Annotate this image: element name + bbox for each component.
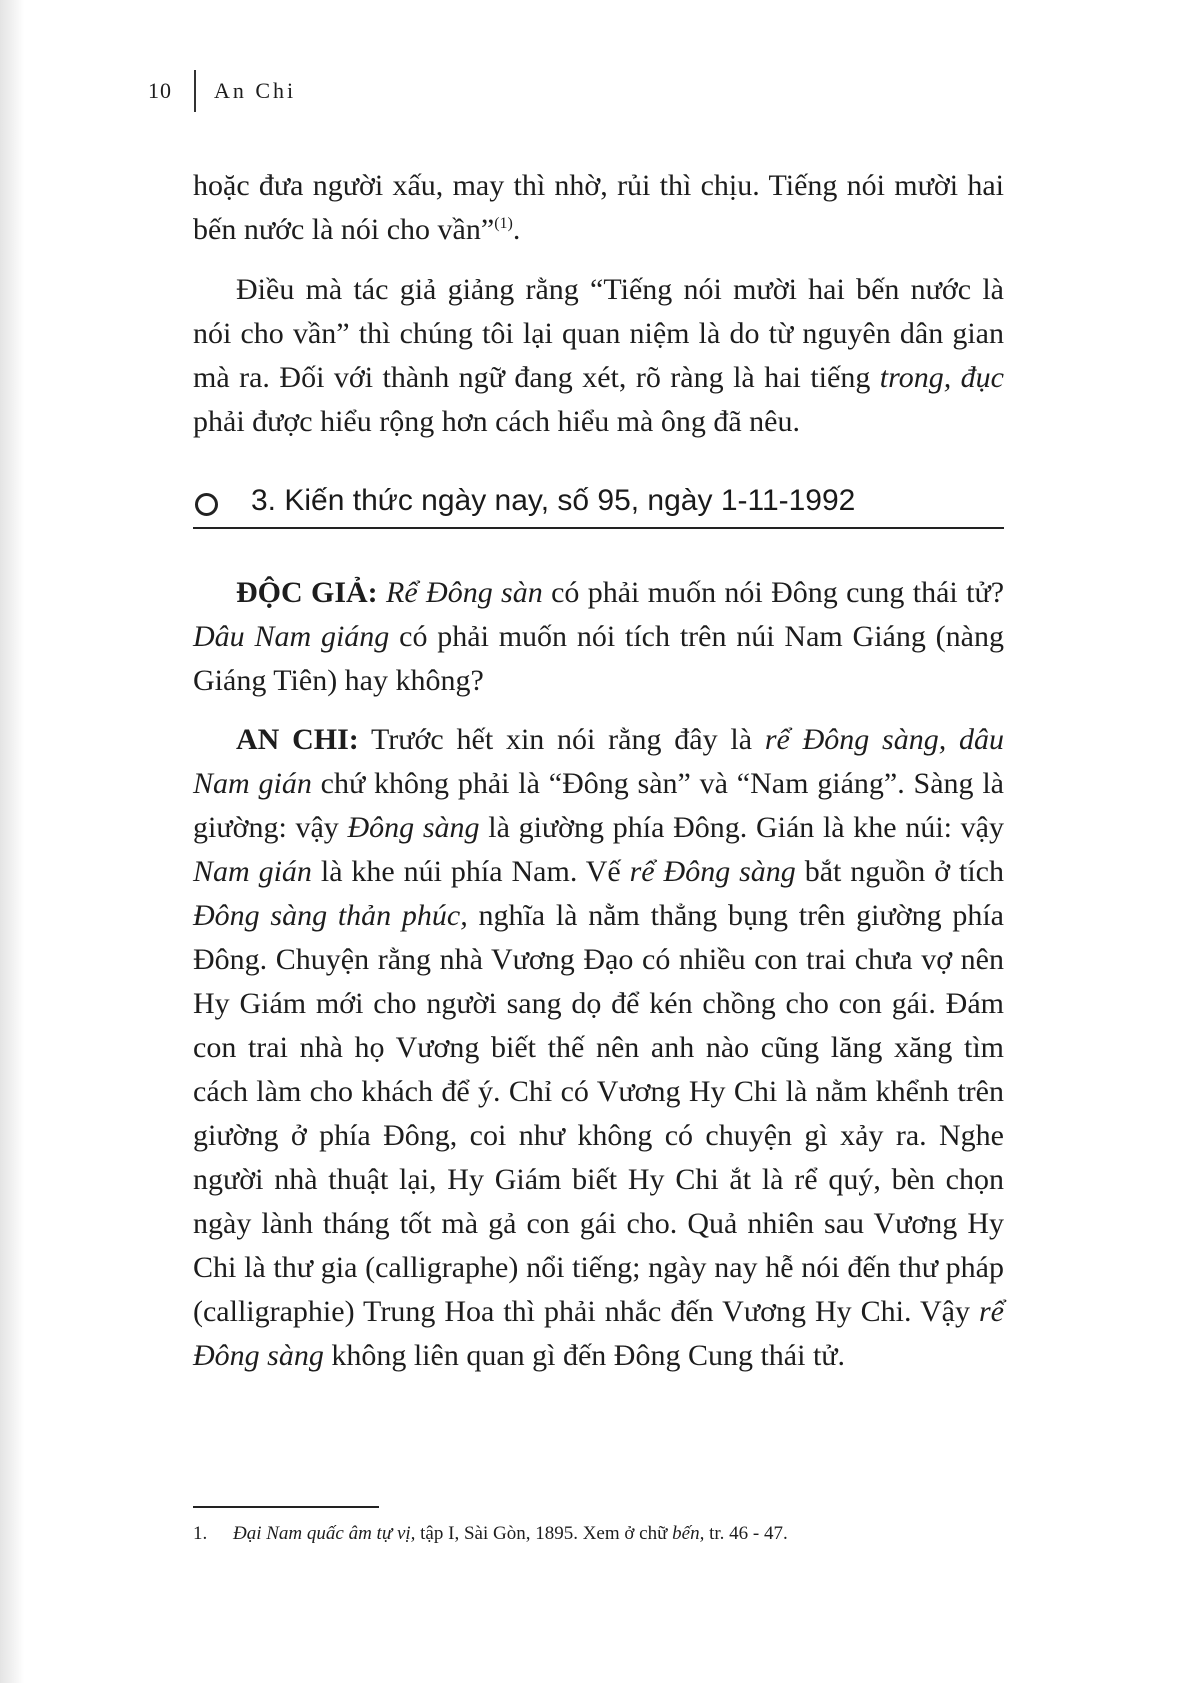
italic-term: rể Đông sàng [629,855,796,888]
italic-term: Rể Đông sàn [386,576,543,609]
speaker-label: ĐỘC GIẢ: [236,576,378,609]
paragraph-commentary [193,268,1004,444]
paragraph-text: có phải muốn nói Đông cung thái tử? [542,576,1005,609]
paragraph-text: nghĩa là nằm thẳng bụng trên giường phía Đông. Chuyện rằng nhà Vương Đạo có nhiều con trai chưa vợ nên Hy Giám mới cho người sang dọ để kén chồng cho con gái. Đám con trai nhà họ Vương biết thế nên anh nào cũng lăng xăng tìm cách làm cho khách để ý. Chỉ có Vương Hy Chi là nằm khểnh trên giường ở phía Đông, coi như không có chuyện gì xảy ra. Nghe người nhà thuật lại, Hy Giám biết Hy Chi ắt là rể quý, bèn chọn ngày lành tháng tốt mà gả con gái cho. Quả nhiên sau Vương Hy Chi là thư gia (calligraphe) nổi tiếng; ngày nay hễ nói đến thư pháp (calligraphie) Trung Hoa thì phải nhắc đến Vương Hy Chi. Vậy [193,899,1004,1328]
italic-term: bến, [672,1523,705,1544]
footnote-text: tập I, Sài Gòn, 1895. Xem ở chữ [415,1523,673,1544]
running-head [148,70,548,112]
paragraph-text: hoặc đưa người xấu, may thì nhờ, rủi thì chịu. Tiếng nói mười hai bến nước là nói cho vần” [193,169,1004,246]
paragraph-text: là giường phía Đông. Gián là khe núi: vậy [479,811,1004,844]
section-heading [193,483,1004,529]
paragraph-text: Trước hết xin nói rằng đây là [358,723,765,756]
italic-term: trong, đục [879,361,1004,394]
section-heading-text: 3. Kiến thức ngày nay, số 95, ngày 1-11-1992 [251,484,856,517]
footnote-divider [193,1506,379,1508]
footnote-reference: (1) [494,215,513,232]
page-number: 10 [148,78,172,103]
footnote-number: 1. [193,1523,208,1544]
reader-question [193,571,1004,703]
running-head-author: An Chi [214,78,297,103]
paragraph-text: không liên quan gì đến Đông Cung thái tử. [323,1339,846,1372]
paragraph-text: phải được hiểu rộng hơn cách hiểu mà ông đã nêu. [193,405,800,438]
footnote-text: tr. 46 - 47. [704,1523,788,1544]
paragraph-text: Điều mà tác giả giảng rằng “Tiếng nói mười hai bến nước là nói cho vần” thì chúng tôi lại quan niệm là do từ nguyên dân gian mà ra. Đối với thành ngữ đang xét, rõ ràng là hai tiếng [193,273,1004,394]
paragraph-text: là khe núi phía Nam. Vế [311,855,630,888]
circle-bullet-icon [195,493,218,516]
paragraph-continuation [193,164,1004,252]
italic-term: Dâu Nam giáng [193,620,390,653]
footnote [193,1520,1004,1548]
paragraph-text: bắt nguồn ở tích [795,855,1004,888]
italic-term: Nam gián [193,855,312,888]
speaker-label: AN CHI: [236,723,359,756]
italic-term: rể Đông sàng [193,1295,1004,1372]
italic-term: Đại Nam quấc âm tự vị, [233,1523,416,1544]
italic-term: Đông sàng thản phúc, [193,899,468,932]
header-divider [194,70,196,112]
italic-term: Đông sàng [347,811,480,844]
italic-term: rể Đông sàng, dâu Nam gián [193,723,1004,800]
paragraph-text: . [512,213,521,246]
paragraph-text: chứ không phải là “Đông sàn” và “Nam giáng”. Sàng là giường: vậy [193,767,1004,844]
paragraph-text: có phải muốn nói tích trên núi Nam Giáng (nàng Giáng Tiên) hay không? [193,620,1004,697]
author-answer [193,718,1004,1378]
